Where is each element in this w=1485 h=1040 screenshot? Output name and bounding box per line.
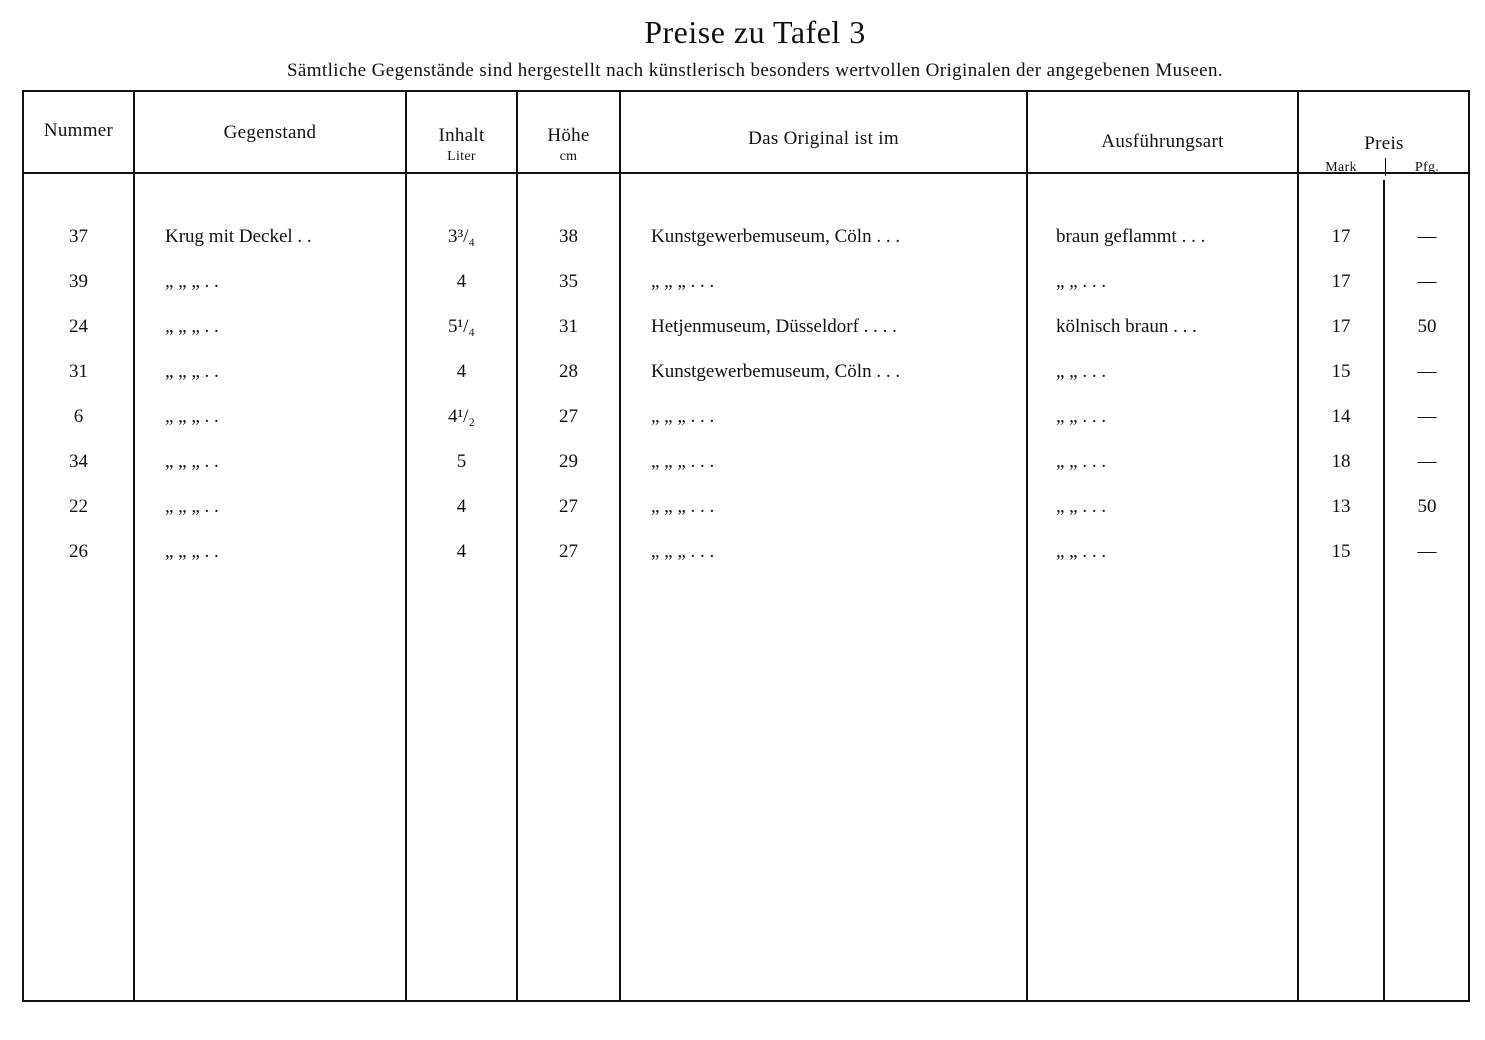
cell-hoehe: 27 (559, 496, 578, 517)
cell-pfg: — (1417, 451, 1437, 472)
cell-pfg: — (1417, 226, 1437, 247)
cell-mark: 17 (1331, 271, 1351, 292)
cell-original: „ „ „ . . . (651, 406, 715, 427)
cell-gegenstand: „ „ „ . . (165, 406, 219, 427)
page-subtitle: Sämtliche Gegenstände sind hergestellt nach künstlerisch besonders wertvollen Originalen der angegebenen Museen. (286, 60, 1224, 81)
cell-inhalt: 4¹/₂ (447, 406, 476, 427)
cell-inhalt: 4 (456, 541, 467, 562)
cell-hoehe: 31 (559, 316, 578, 337)
cell-hoehe: 27 (559, 541, 578, 562)
cell-original: Hetjenmuseum, Düsseldorf . . . . (651, 316, 897, 337)
header-ausfuehrung: Ausführungsart (1101, 131, 1224, 152)
cell-nummer: 34 (69, 451, 88, 472)
cell-mark: 17 (1331, 316, 1351, 337)
cell-original: „ „ „ . . . (651, 496, 715, 517)
cell-inhalt: 5 (456, 451, 467, 472)
cell-pfg: — (1417, 406, 1437, 427)
cell-gegenstand: „ „ „ . . (165, 541, 219, 562)
header-nummer: Nummer (43, 120, 114, 141)
cell-inhalt: 4 (456, 271, 467, 292)
cell-nummer: 24 (69, 316, 88, 337)
column-divider (1026, 92, 1028, 1000)
cell-mark: 14 (1331, 406, 1351, 427)
cell-original: „ „ „ . . . (651, 541, 715, 562)
cell-inhalt: 5¹/₄ (447, 316, 476, 337)
header-mark: Mark (1325, 160, 1357, 175)
page-title: Preise zu Tafel 3 (644, 14, 866, 50)
header-inhalt (407, 125, 516, 165)
header-preis: Preis (1364, 133, 1404, 154)
cell-gegenstand: „ „ „ . . (165, 316, 219, 337)
cell-nummer: 26 (69, 541, 88, 562)
cell-hoehe: 27 (559, 406, 578, 427)
cell-pfg: 50 (1417, 496, 1437, 517)
cell-ausfuehrung: „ „ . . . (1056, 406, 1107, 427)
header-hoehe-label: Höhe (547, 125, 590, 146)
cell-pfg: 50 (1417, 316, 1437, 337)
cell-ausfuehrung: „ „ . . . (1056, 496, 1107, 517)
cell-original: „ „ „ . . . (651, 451, 715, 472)
cell-ausfuehrung: „ „ . . . (1056, 361, 1107, 382)
cell-gegenstand: „ „ „ . . (165, 496, 219, 517)
cell-hoehe: 38 (559, 226, 578, 247)
header-original: Das Original ist im (748, 128, 899, 149)
cell-gegenstand: „ „ „ . . (165, 361, 219, 382)
cell-inhalt: 4 (456, 361, 467, 382)
cell-ausfuehrung: kölnisch braun . . . (1056, 316, 1197, 337)
cell-gegenstand: Krug mit Deckel . . (165, 226, 312, 247)
header-gegenstand: Gegenstand (223, 122, 317, 143)
cell-ausfuehrung: braun geflammt . . . (1056, 226, 1206, 247)
cell-nummer: 39 (69, 271, 88, 292)
header-rule (22, 172, 1470, 174)
cell-mark: 17 (1331, 226, 1351, 247)
cell-inhalt: 3³/₄ (447, 226, 476, 247)
cell-nummer: 22 (69, 496, 88, 517)
cell-nummer: 31 (69, 361, 88, 382)
cell-inhalt: 4 (456, 496, 467, 517)
header-hoehe (518, 125, 619, 165)
header-pfg: Pfg. (1414, 160, 1440, 175)
header-inhalt-unit: Liter (447, 149, 476, 164)
cell-pfg: — (1417, 361, 1437, 382)
cell-nummer: 6 (73, 406, 84, 427)
cell-original: Kunstgewerbemuseum, Cöln . . . (651, 361, 901, 382)
cell-pfg: — (1417, 271, 1437, 292)
cell-hoehe: 28 (559, 361, 578, 382)
header-inhalt-label: Inhalt (438, 125, 485, 146)
cell-nummer: 37 (69, 226, 88, 247)
cell-gegenstand: „ „ „ . . (165, 271, 219, 292)
cell-mark: 15 (1331, 541, 1351, 562)
cell-mark: 15 (1331, 361, 1351, 382)
cell-hoehe: 35 (559, 271, 578, 292)
cell-ausfuehrung: „ „ . . . (1056, 541, 1107, 562)
price-subcolumn-divider (1383, 180, 1385, 1000)
cell-original: Kunstgewerbemuseum, Cöln . . . (651, 226, 901, 247)
cell-mark: 18 (1331, 451, 1351, 472)
header-hoehe-unit: cm (559, 149, 578, 164)
cell-gegenstand: „ „ „ . . (165, 451, 219, 472)
cell-original: „ „ „ . . . (651, 271, 715, 292)
cell-ausfuehrung: „ „ . . . (1056, 271, 1107, 292)
cell-ausfuehrung: „ „ . . . (1056, 451, 1107, 472)
cell-mark: 13 (1331, 496, 1351, 517)
column-divider (133, 92, 135, 1000)
cell-hoehe: 29 (559, 451, 578, 472)
column-divider (619, 92, 621, 1000)
cell-pfg: — (1417, 541, 1437, 562)
